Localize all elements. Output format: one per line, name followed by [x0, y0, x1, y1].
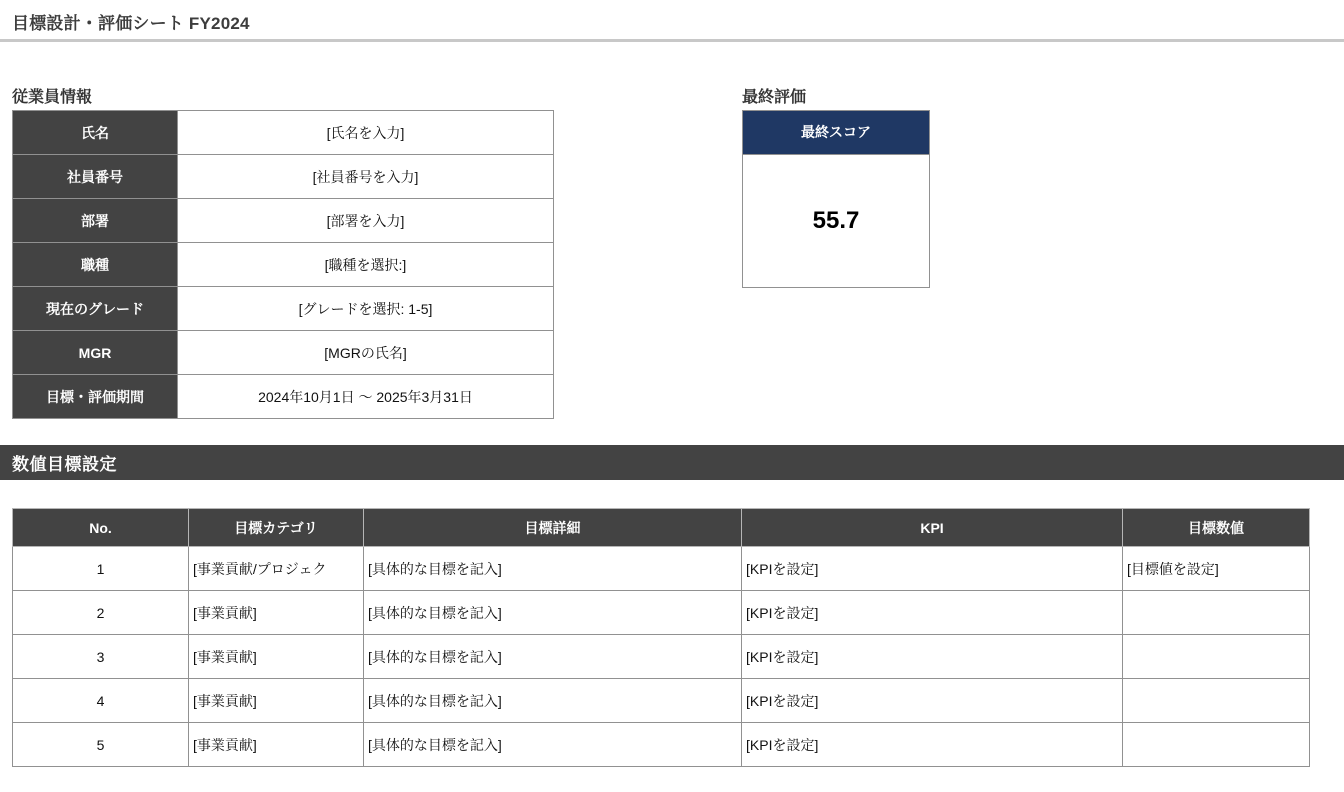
goals-header-category: 目標カテゴリ: [189, 509, 364, 547]
goal-target-cell[interactable]: [1123, 679, 1310, 723]
page-title: 目標設計・評価シート FY2024: [12, 14, 250, 33]
goal-category-cell[interactable]: [事業貢献]: [189, 679, 364, 723]
goal-detail-cell[interactable]: [具体的な目標を記入]: [364, 547, 742, 591]
row-label-department: 部署: [13, 199, 178, 243]
current-grade-field[interactable]: [グレードを選択: 1-5]: [178, 287, 554, 331]
name-field[interactable]: [氏名を入力]: [178, 111, 554, 155]
goal-kpi-cell[interactable]: [KPIを設定]: [742, 591, 1123, 635]
row-label-current-grade: 現在のグレード: [13, 287, 178, 331]
goals-header-no: No.: [13, 509, 189, 547]
goal-no-cell: 5: [13, 723, 189, 767]
title-divider: [0, 39, 1344, 42]
goals-header-detail: 目標詳細: [364, 509, 742, 547]
row-label-employee-number: 社員番号: [13, 155, 178, 199]
final-score-box: [742, 110, 930, 288]
goal-target-cell[interactable]: [目標値を設定]: [1123, 547, 1310, 591]
row-label-job-type: 職種: [13, 243, 178, 287]
table-row: [13, 635, 1310, 679]
employee-info-heading: 従業員情報: [12, 89, 93, 106]
goal-kpi-cell[interactable]: [KPIを設定]: [742, 679, 1123, 723]
evaluation-period-field[interactable]: 2024年10月1日 〜 2025年3月31日: [178, 375, 554, 419]
table-row: [13, 243, 554, 287]
numeric-goals-table: [12, 508, 1310, 767]
employee-number-field[interactable]: [社員番号を入力]: [178, 155, 554, 199]
final-score-header: 最終スコア: [743, 111, 929, 155]
numeric-goals-section-bar: [0, 445, 1344, 480]
department-field[interactable]: [部署を入力]: [178, 199, 554, 243]
final-score-value: 55.7: [812, 207, 860, 234]
table-row: [13, 199, 554, 243]
goals-header-kpi: KPI: [742, 509, 1123, 547]
row-label-evaluation-period: 目標・評価期間: [13, 375, 178, 419]
goal-category-cell[interactable]: [事業貢献]: [189, 723, 364, 767]
job-type-field[interactable]: [職種を選択:]: [178, 243, 554, 287]
goal-no-cell: 3: [13, 635, 189, 679]
table-row: [13, 679, 1310, 723]
table-row: [13, 375, 554, 419]
table-row: [13, 547, 1310, 591]
goal-target-cell[interactable]: [1123, 591, 1310, 635]
table-row: [13, 155, 554, 199]
goal-category-cell[interactable]: [事業貢献/プロジェク: [189, 547, 364, 591]
table-row: [13, 287, 554, 331]
row-label-manager: MGR: [13, 331, 178, 375]
row-label-name: 氏名: [13, 111, 178, 155]
table-row: [13, 331, 554, 375]
table-row: [13, 111, 554, 155]
goal-detail-cell[interactable]: [具体的な目標を記入]: [364, 635, 742, 679]
goal-detail-cell[interactable]: [具体的な目標を記入]: [364, 723, 742, 767]
goals-header-target: 目標数値: [1123, 509, 1310, 547]
goal-kpi-cell[interactable]: [KPIを設定]: [742, 635, 1123, 679]
goal-no-cell: 1: [13, 547, 189, 591]
goal-target-cell[interactable]: [1123, 635, 1310, 679]
employee-info-table: [12, 110, 554, 419]
goal-detail-cell[interactable]: [具体的な目標を記入]: [364, 591, 742, 635]
goal-target-cell[interactable]: [1123, 723, 1310, 767]
table-row: [13, 723, 1310, 767]
goal-category-cell[interactable]: [事業貢献]: [189, 591, 364, 635]
goal-no-cell: 4: [13, 679, 189, 723]
final-evaluation-heading: 最終評価: [742, 89, 807, 106]
final-score-body: [743, 155, 929, 287]
manager-field[interactable]: [MGRの氏名]: [178, 331, 554, 375]
goal-kpi-cell[interactable]: [KPIを設定]: [742, 547, 1123, 591]
numeric-goals-section-title: 数値目標設定: [12, 455, 117, 474]
goals-header-row: [13, 509, 1310, 547]
table-row: [13, 591, 1310, 635]
goal-no-cell: 2: [13, 591, 189, 635]
goal-kpi-cell[interactable]: [KPIを設定]: [742, 723, 1123, 767]
goal-category-cell[interactable]: [事業貢献]: [189, 635, 364, 679]
goal-detail-cell[interactable]: [具体的な目標を記入]: [364, 679, 742, 723]
